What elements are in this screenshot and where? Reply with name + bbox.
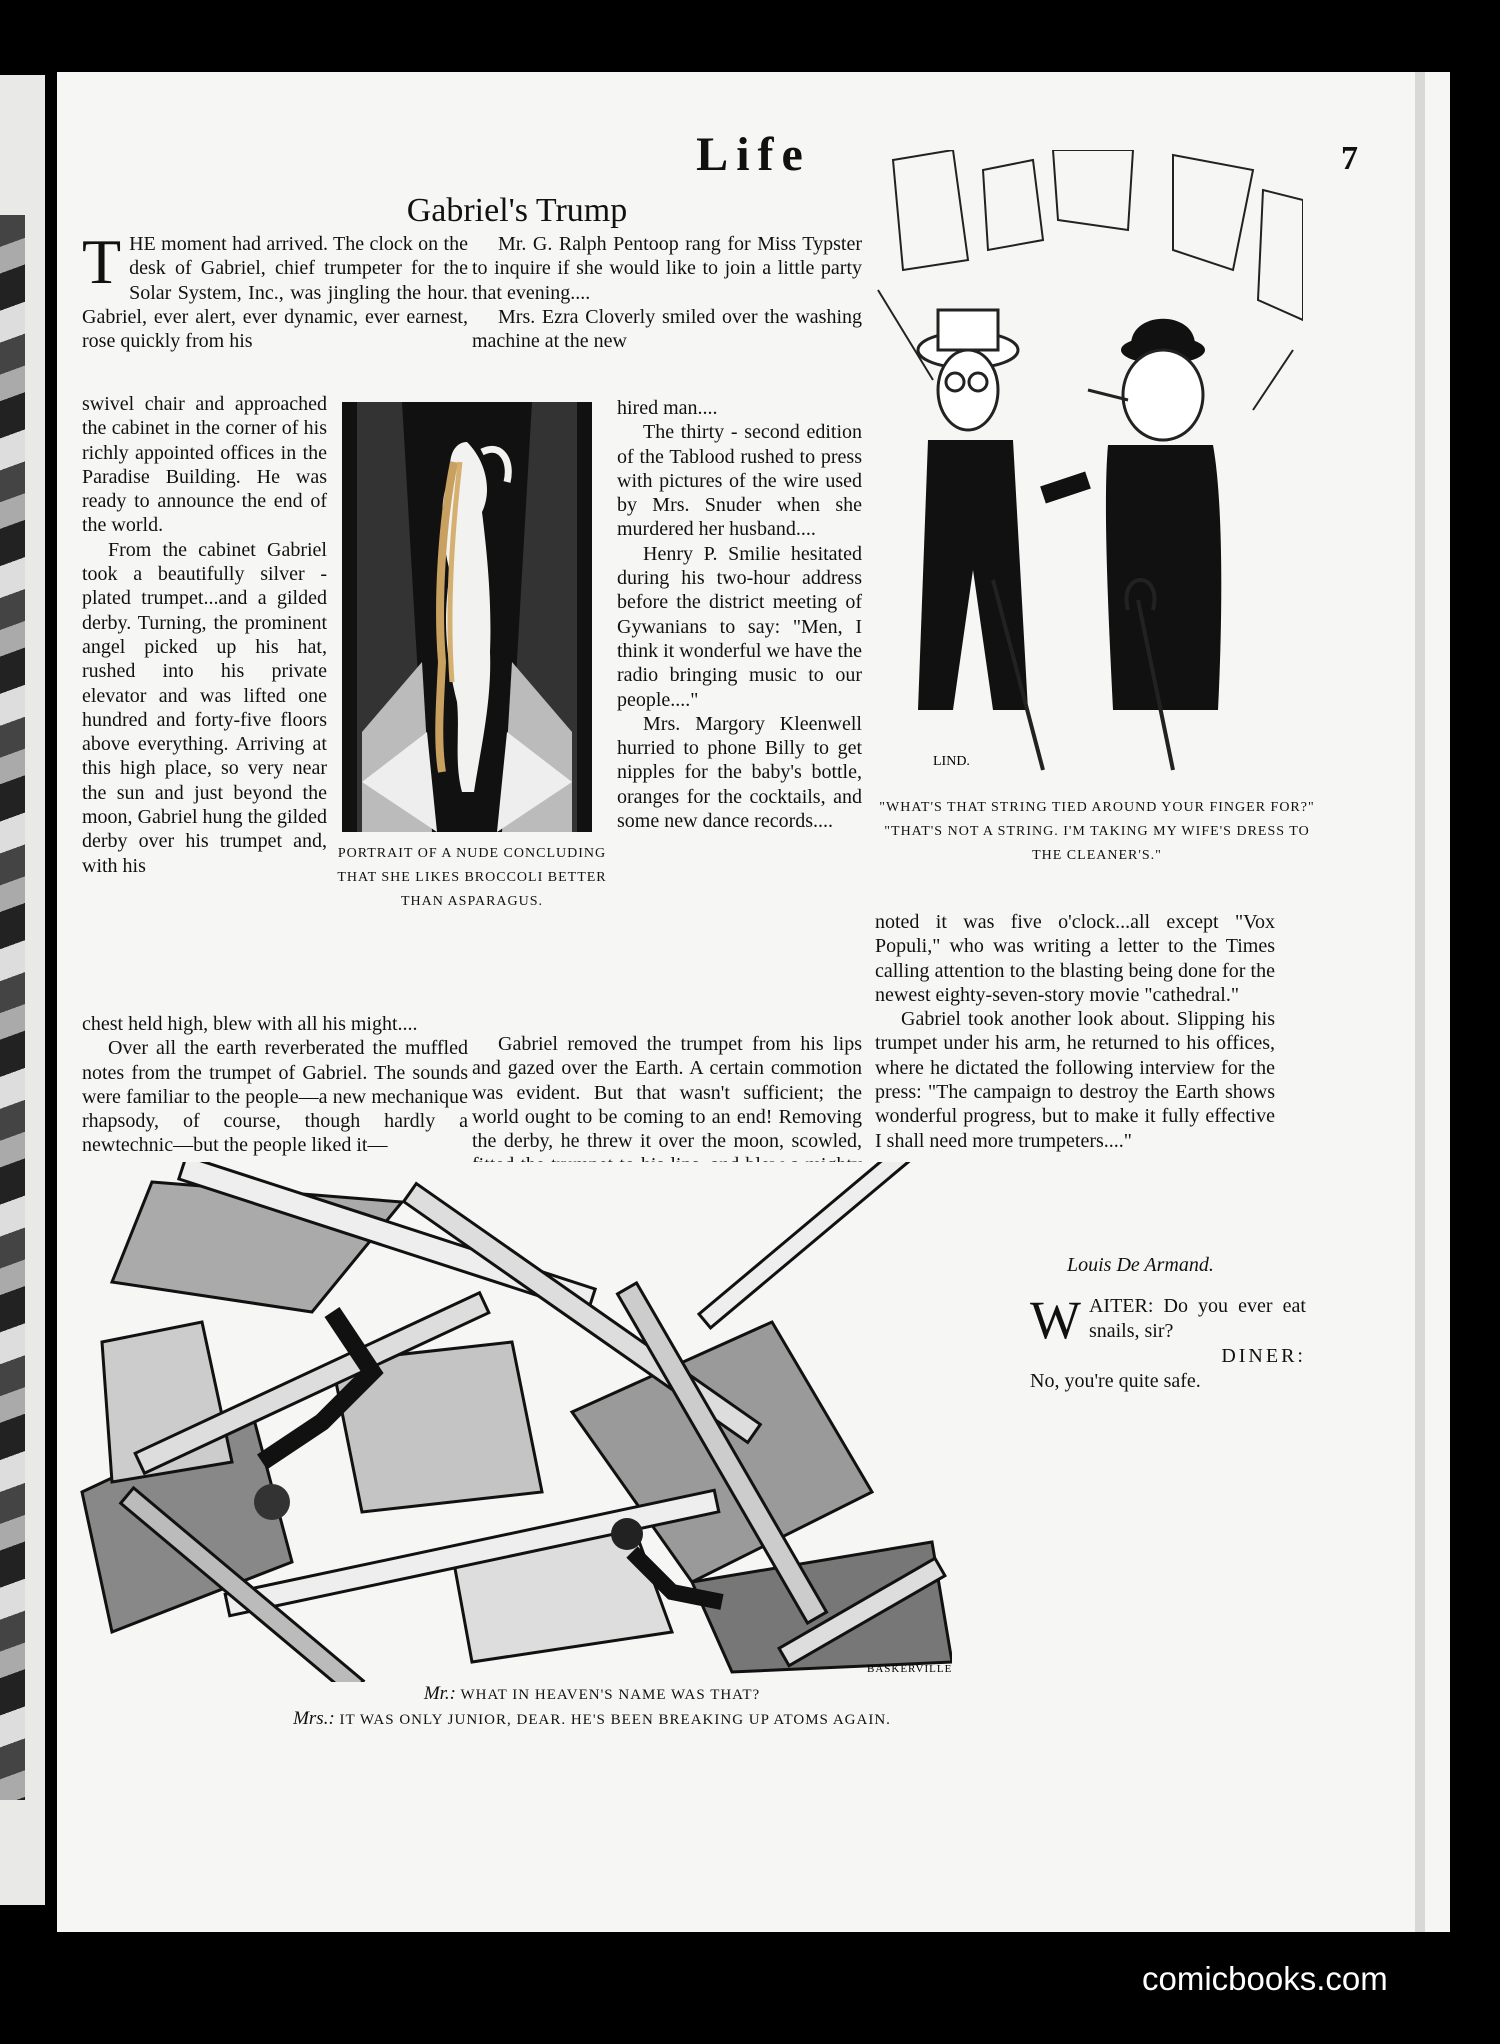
column-1-bottom <box>82 1012 468 1158</box>
cartoon-caption-answer: "THAT'S NOT A STRING. I'M TAKING MY WIFE'S DRESS TO THE CLEANER'S." <box>884 824 1310 863</box>
drop-cap: W <box>1030 1290 1081 1350</box>
author-signature: Louis De Armand. <box>1067 1254 1214 1276</box>
caption-mr-line: WHAT IN HEAVEN'S NAME WAS THAT? <box>460 1687 761 1703</box>
column-2-top <box>472 232 862 353</box>
masthead: Life <box>696 128 811 181</box>
paragraph: Gabriel removed the trumpet from his lips and gazed over the Earth. A certain commotion was evident. But that wasn't sufficient; the world ought to be coming to an end! Removing the derby, he threw it over the moon, scowled, <box>472 1033 862 1153</box>
column-1-top <box>82 226 468 353</box>
paragraph: Gabriel took another look about. Slipping his trumpet under his arm, he returned to his offices, where he dictated the following interview for the press: "The campaign to destroy the Earth shows wonderful progress, but to make it fully effective I shall need more trumpeters...." <box>875 1008 1275 1152</box>
paragraph: Mrs. Margory Kleenwell hurried to phone Billy to get nipples for the baby's bottle, oranges for the cocktails, and some new dance records.... <box>617 712 862 833</box>
paragraph: Henry P. Smilie hesitated during his two-hour address before the district meeting of Gywanians to say: "Men, I think it wonderful we have the radio bringing music to our people...." <box>617 542 862 711</box>
column-3 <box>875 910 1275 1153</box>
diner-line: No, you're quite safe. <box>1030 1370 1201 1392</box>
magazine-page <box>57 72 1450 1932</box>
paragraph: From the cabinet Gabriel took a beautifully silver - plated trumpet...and a gilded derby. Turning, the prominent angel picked up his hat, rushed into his private elevator and was lifted one hundred and forty-five floors above everything. Arriving at this high place, so very near the sun and just beyond the moon, Gabriel hung the gilded derby over his trumpet and, with his <box>82 538 327 877</box>
column-1-narrow <box>82 392 327 878</box>
page-number: 7 <box>1341 140 1358 177</box>
paragraph: Mrs. Ezra Cloverly smiled over the washing machine at the new <box>472 305 862 353</box>
nude-portrait-caption: PORTRAIT OF A NUDE CONCLUDING THAT SHE LIKES BROCCOLI BETTER THAN ASPARAGUS. <box>337 846 607 909</box>
paragraph: The thirty - second edition of the Tablood rushed to press with pictures of the wire used by Mrs. Snuder when she murdered her husband.... <box>617 421 862 541</box>
businessmen-cartoon <box>873 150 1303 790</box>
nude-portrait-illustration <box>342 402 592 832</box>
atoms-explosion-illustration <box>72 1162 952 1682</box>
paragraph: chest held high, blew with all his might.... <box>82 1013 418 1035</box>
left-page-illustration-fragment <box>0 215 25 1800</box>
caption-speaker-mrs: Mrs.: <box>293 1708 335 1729</box>
paragraph: Over all the earth reverberated the muffled notes from the trumpet of Gabriel. The sounds were familiar to the people—a new mechanique rhapsody, of course, though hardly a newtechnic—but the people liked it— <box>82 1037 468 1157</box>
column-2-narrow <box>617 396 862 833</box>
paragraph: Mr. G. Ralph Pentoop rang for Miss Typster to inquire if she would like to join a little party that evening.... <box>472 233 862 304</box>
cartoon-caption-question: "WHAT'S THAT STRING TIED AROUND YOUR FINGER FOR?" <box>879 800 1315 815</box>
paragraph: hired man.... <box>617 397 718 419</box>
paragraph: swivel chair and approached the cabinet in the corner of his richly appointed offices in the Paradise Building. He was ready to announce the end of the world. <box>82 393 327 537</box>
article-title: Gabriel's Trump <box>406 192 628 229</box>
atoms-caption <box>237 1682 947 1732</box>
caption-mrs-line: IT WAS ONLY JUNIOR, DEAR. HE'S BEEN BREAKING UP ATOMS AGAIN. <box>339 1712 891 1728</box>
watermark: comicbooks.com <box>1142 1960 1388 1997</box>
diner-label: DINER: <box>1221 1345 1306 1367</box>
waiter-joke <box>1030 1290 1306 1394</box>
cartoon-caption <box>877 796 1317 868</box>
cartoon-signature: LIND. <box>933 754 970 769</box>
caption-speaker-mr: Mr.: <box>423 1683 457 1704</box>
paragraph: noted it was five o'clock...all except "Vox Populi," who was writing a letter to the Times calling attention to the blasting being done for the newest eighty-seven-story movie "cathedral." <box>875 911 1275 1006</box>
drop-cap: T <box>82 226 122 297</box>
paragraph: HE moment had arrived. The clock on the desk of Gabriel, chief trumpeter for the Solar System, Inc., was jingling the hour. Gabriel, ever alert, ever dynamic, ever earnest, rose quickly from his <box>82 233 468 353</box>
page-binding-shadow <box>1415 72 1425 1932</box>
illustration-signature: BASKERVILLE <box>867 1663 952 1675</box>
waiter-line: AITER: Do you ever eat snails, sir? <box>1088 1295 1306 1342</box>
